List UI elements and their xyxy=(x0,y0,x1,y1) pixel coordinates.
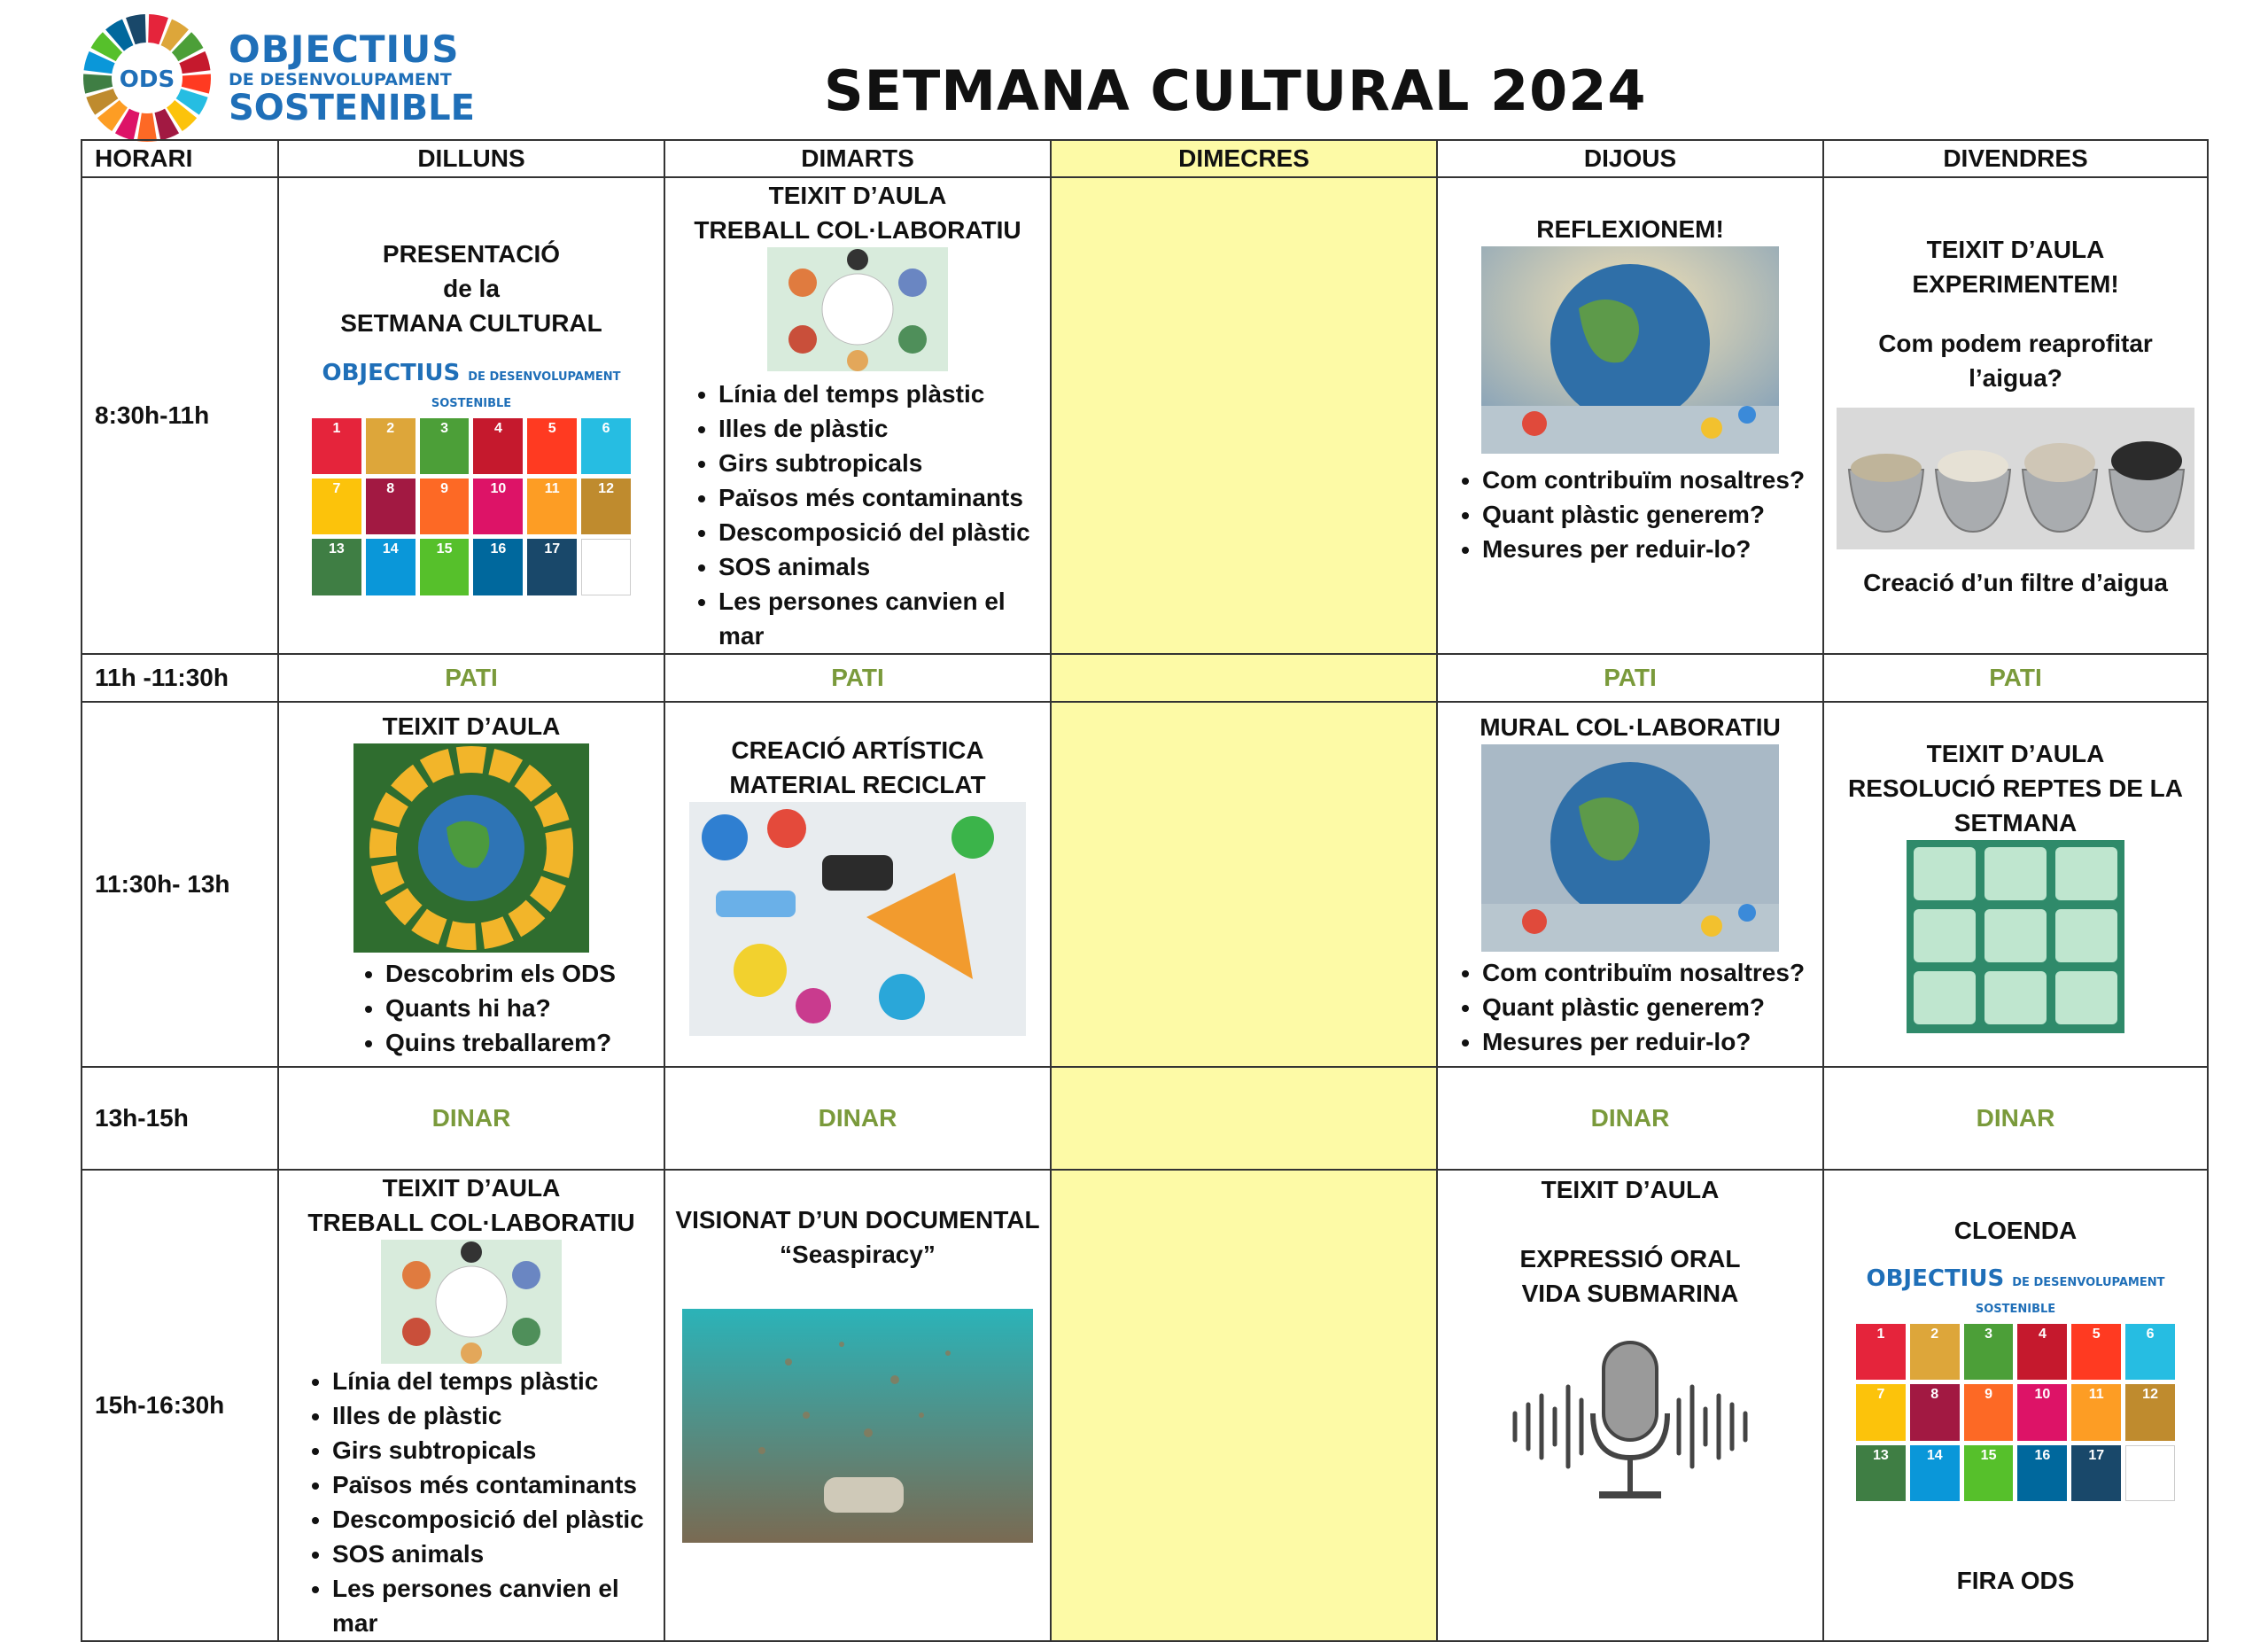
underwater-plastic-photo xyxy=(682,1309,1033,1543)
bullet-list xyxy=(279,1364,664,1640)
header-dimecres: DIMECRES xyxy=(1051,140,1437,177)
bullet-list xyxy=(1438,955,1822,1059)
ods-wheel-segment xyxy=(137,113,157,142)
whale-infographic xyxy=(1907,840,2124,1033)
dinar-dimecres xyxy=(1051,1067,1437,1170)
pati-row xyxy=(82,654,2208,702)
sdg-tile: 5 xyxy=(527,418,577,474)
list-item: • Descomposició del plàstic xyxy=(332,1502,664,1537)
pati-dimecres xyxy=(1051,654,1437,702)
sdg-tiles-grid xyxy=(1856,1324,2175,1501)
sdg-tile: 1 xyxy=(312,418,361,474)
header-row xyxy=(82,140,2208,177)
sdg-tile: 11 xyxy=(527,479,577,534)
time-slot-2: 11:30h- 13h xyxy=(82,702,278,1067)
header-dilluns: DILLUNS xyxy=(278,140,664,177)
earth-plastic-photo xyxy=(1481,246,1779,454)
sdg-tile: 15 xyxy=(420,539,470,595)
sdg-tile: 12 xyxy=(581,479,631,534)
sdg-tile: 5 xyxy=(2071,1324,2121,1380)
list-item: • Com contribuïm nosaltres? xyxy=(1482,955,1822,990)
sdg-tile: 14 xyxy=(366,539,416,595)
cell-heading: MURAL COL·LABORATIU xyxy=(1480,713,1781,741)
collaboration-illustration xyxy=(767,247,948,371)
cell-heading: TEIXIT D’AULA xyxy=(1541,1176,1720,1203)
sdg-tile xyxy=(2125,1445,2175,1501)
ods-wheel-label: ODS xyxy=(119,66,175,93)
bullet-list xyxy=(665,377,1050,653)
cell-dimarts-1 xyxy=(664,177,1051,654)
cell-dimecres-3 xyxy=(1051,1170,1437,1641)
sdg-poster xyxy=(312,360,631,595)
list-item: • Les persones canvien el mar xyxy=(332,1571,664,1640)
sdg-tile: 4 xyxy=(473,418,523,474)
sdg-tile: 17 xyxy=(2071,1445,2121,1501)
sdg-tile: 14 xyxy=(1910,1445,1960,1501)
cell-heading: de la xyxy=(443,274,500,302)
time-slot-pati: 11h -11:30h xyxy=(82,654,278,702)
sdg-tile: 11 xyxy=(2071,1384,2121,1440)
cell-heading: TEIXIT D’AULA xyxy=(382,1174,561,1202)
cell-heading: VISIONAT D’UN DOCUMENTAL xyxy=(675,1206,1040,1233)
cell-dimarts-2 xyxy=(664,702,1051,1067)
sdg-tile: 2 xyxy=(1910,1324,1960,1380)
cell-heading: CLOENDA xyxy=(1953,1217,2078,1244)
sdg-poster-2 xyxy=(1856,1265,2175,1501)
dinar-row xyxy=(82,1067,2208,1170)
sdg-tile: 9 xyxy=(1964,1384,2014,1440)
cell-dijous-1 xyxy=(1437,177,1823,654)
cell-footer: FIRA ODS xyxy=(1956,1567,2075,1594)
bullet-list xyxy=(279,956,664,1060)
list-item: • Illes de plàstic xyxy=(718,411,1050,446)
cell-heading: “Seaspiracy” xyxy=(780,1241,936,1268)
list-item: • Quant plàstic generem? xyxy=(1482,990,1822,1024)
cell-heading: PRESENTACIÓ xyxy=(382,239,561,268)
cell-heading: TEIXIT D’AULA xyxy=(1926,739,2105,767)
pati-dilluns: PATI xyxy=(278,654,664,702)
list-item: • Descomposició del plàstic xyxy=(718,515,1050,549)
cell-divendres-3 xyxy=(1823,1170,2208,1641)
sdg-tile: 7 xyxy=(1856,1384,1906,1440)
sdg-tile: 13 xyxy=(312,539,361,595)
sdg-brand-sub: DE DESENVOLUPAMENT SOSTENIBLE xyxy=(1975,1276,2165,1316)
sdg-tile: 17 xyxy=(527,539,577,595)
dinar-divendres: DINAR xyxy=(1823,1067,2208,1170)
sdg-tile: 13 xyxy=(1856,1445,1906,1501)
dinar-dilluns: DINAR xyxy=(278,1067,664,1170)
cell-dilluns-3 xyxy=(278,1170,664,1641)
sdg-tile: 8 xyxy=(1910,1384,1960,1440)
sdg-brand: OBJECTIUS xyxy=(1866,1265,2005,1292)
cell-dijous-2 xyxy=(1437,702,1823,1067)
logo-line1: OBJECTIUS xyxy=(229,27,460,71)
logo-line2: DE DESENVOLUPAMENT xyxy=(229,69,452,89)
sdg-brand: OBJECTIUS xyxy=(322,359,461,386)
cell-heading: SETMANA CULTURAL xyxy=(340,308,602,337)
cell-divendres-2 xyxy=(1823,702,2208,1067)
sdg-tile: 3 xyxy=(1964,1324,2014,1380)
cell-heading: TEIXIT D’AULA xyxy=(1926,235,2105,263)
header-divendres: DIVENDRES xyxy=(1823,140,2208,177)
sdg-tile: 8 xyxy=(366,479,416,534)
list-item: • Illes de plàstic xyxy=(332,1398,664,1433)
sdg-tile: 2 xyxy=(366,418,416,474)
header-dijous: DIJOUS xyxy=(1437,140,1823,177)
cell-heading: RESOLUCIÓ REPTES DE LA xyxy=(1847,774,2184,802)
cell-heading: SETMANA xyxy=(1953,808,2078,837)
cell-heading: VIDA SUBMARINA xyxy=(1521,1280,1739,1307)
ods-wheel-icon xyxy=(82,12,213,144)
sdg-tile: 9 xyxy=(420,479,470,534)
cell-heading: TREBALL COL·LABORATIU xyxy=(307,1209,635,1236)
slot-row-3 xyxy=(82,1170,2208,1641)
list-item: • Girs subtropicals xyxy=(718,446,1050,480)
cell-heading: TEIXIT D’AULA xyxy=(382,712,561,740)
cell-heading: TEIXIT D’AULA xyxy=(768,182,947,209)
cell-heading: REFLEXIONEM! xyxy=(1536,215,1724,243)
list-item: • Descobrim els ODS xyxy=(385,956,664,991)
pati-dimarts: PATI xyxy=(664,654,1051,702)
cell-dimarts-3 xyxy=(664,1170,1051,1641)
cell-heading: MATERIAL RECICLAT xyxy=(729,771,986,798)
slot-row-1 xyxy=(82,177,2208,654)
dinar-dimarts: DINAR xyxy=(664,1067,1051,1170)
list-item: • Girs subtropicals xyxy=(332,1433,664,1467)
list-item: • Quants hi ha? xyxy=(385,991,664,1025)
cell-heading: CREACIÓ ARTÍSTICA xyxy=(731,736,984,764)
cell-dilluns-1 xyxy=(278,177,664,654)
pati-divendres: PATI xyxy=(1823,654,2208,702)
cell-dimecres-2 xyxy=(1051,702,1437,1067)
list-item: • Quins treballarem? xyxy=(385,1025,664,1060)
list-item: • SOS animals xyxy=(718,549,1050,584)
cell-heading: TREBALL COL·LABORATIU xyxy=(694,216,1021,244)
cell-dimecres-1 xyxy=(1051,177,1437,654)
sdg-tile: 6 xyxy=(2125,1324,2175,1380)
sdg-tile: 1 xyxy=(1856,1324,1906,1380)
dinar-dijous: DINAR xyxy=(1437,1067,1823,1170)
time-slot-3: 15h-16:30h xyxy=(82,1170,278,1641)
sdg-tile: 3 xyxy=(420,418,470,474)
header-dimarts: DIMARTS xyxy=(664,140,1051,177)
time-slot-dinar: 13h-15h xyxy=(82,1067,278,1170)
cell-dilluns-2 xyxy=(278,702,664,1067)
list-item: • SOS animals xyxy=(332,1537,664,1571)
cell-divendres-1 xyxy=(1823,177,2208,654)
slot-row-2 xyxy=(82,702,2208,1067)
bullet-list xyxy=(1438,463,1822,566)
list-item: • Països més contaminants xyxy=(718,480,1050,515)
schedule-table xyxy=(81,139,2209,1642)
sdg-tile: 12 xyxy=(2125,1384,2175,1440)
cell-dijous-3 xyxy=(1437,1170,1823,1641)
sdg-tile: 7 xyxy=(312,479,361,534)
list-item: • Línia del temps plàstic xyxy=(332,1364,664,1398)
sdg-tile: 16 xyxy=(473,539,523,595)
list-item: • Mesures per reduir-lo? xyxy=(1482,1024,1822,1059)
list-item: • Les persones canvien el mar xyxy=(718,584,1050,653)
cell-heading: EXPRESSIÓ ORAL xyxy=(1519,1245,1741,1272)
sdg-tile: 4 xyxy=(2017,1324,2067,1380)
sdg-tile: 10 xyxy=(2017,1384,2067,1440)
collaboration-illustration-2 xyxy=(381,1240,562,1364)
ods-logo xyxy=(82,12,475,144)
cell-question: Com podem reaprofitar xyxy=(1878,329,2153,357)
header-horari: HORARI xyxy=(82,140,278,177)
filter-bowls-photo xyxy=(1837,408,2194,549)
page-title: SETMANA CULTURAL 2024 xyxy=(824,58,1647,123)
sdg-earth-wheel-photo xyxy=(353,743,589,953)
list-item: • Línia del temps plàstic xyxy=(718,377,1050,411)
sdg-tile: 16 xyxy=(2017,1445,2067,1501)
microphone-icon xyxy=(1497,1334,1763,1511)
sdg-tile: 15 xyxy=(1964,1445,2014,1501)
list-item: • Com contribuïm nosaltres? xyxy=(1482,463,1822,497)
sdg-tile xyxy=(581,539,631,595)
list-item: • Quant plàstic generem? xyxy=(1482,497,1822,532)
sdg-tiles-grid xyxy=(312,418,631,595)
pati-dijous: PATI xyxy=(1437,654,1823,702)
sdg-tile: 6 xyxy=(581,418,631,474)
sdg-tile: 10 xyxy=(473,479,523,534)
sdg-brand-sub: DE DESENVOLUPAMENT SOSTENIBLE xyxy=(431,370,621,410)
list-item: • Països més contaminants xyxy=(332,1467,664,1502)
cell-caption: Creació d’un filtre d’aigua xyxy=(1863,568,2168,596)
recycled-materials-photo xyxy=(689,802,1026,1036)
logo-line3: SOSTENIBLE xyxy=(229,87,475,128)
list-item: • Mesures per reduir-lo? xyxy=(1482,532,1822,566)
earth-plastic-photo-2 xyxy=(1481,744,1779,952)
cell-heading: EXPERIMENTEM! xyxy=(1912,269,2119,298)
time-slot-1: 8:30h-11h xyxy=(82,177,278,654)
cell-question: l’aigua? xyxy=(1969,363,2062,392)
